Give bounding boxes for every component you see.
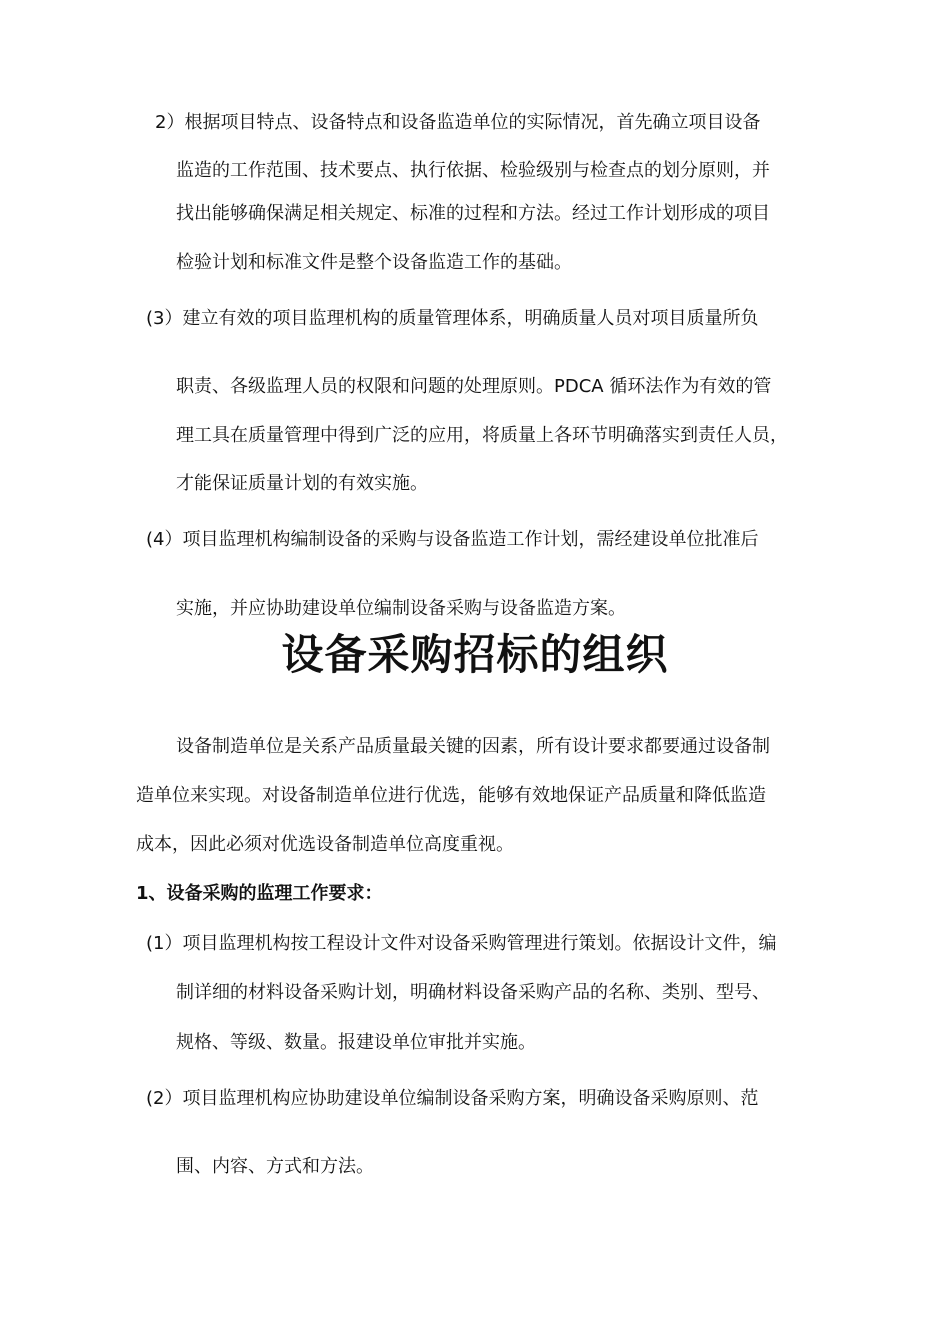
text-line: (1）项目监理机构按工程设计文件对设备采购管理进行策划。依据设计文件，编 bbox=[146, 933, 777, 954]
text-line: 理工具在质量管理中得到广泛的应用，将质量上各环节明确落实到责任人员， bbox=[176, 425, 788, 446]
text-line: 实施，并应协助建设单位编制设备采购与设备监造方案。 bbox=[176, 598, 626, 619]
text-line: 成本，因此必须对优选设备制造单位高度重视。 bbox=[136, 834, 514, 855]
section-title: 设备采购招标的组织 bbox=[281, 630, 669, 679]
text-line: 围、内容、方式和方法。 bbox=[176, 1156, 374, 1177]
text-line: 职责、各级监理人员的权限和问题的处理原则。PDCA 循环法作为有效的管 bbox=[176, 376, 772, 397]
text-line: (3）建立有效的项目监理机构的质量管理体系，明确质量人员对项目质量所负 bbox=[146, 308, 759, 329]
text-line: 监造的工作范围、技术要点、执行依据、检验级别与检查点的划分原则，并 bbox=[176, 160, 770, 181]
text-line: 才能保证质量计划的有效实施。 bbox=[176, 473, 428, 494]
text-line: 找出能够确保满足相关规定、标准的过程和方法。经过工作计划形成的项目 bbox=[176, 203, 770, 224]
text-line: 造单位来实现。对设备制造单位进行优选，能够有效地保证产品质量和降低监造 bbox=[136, 785, 766, 806]
text-line: 检验计划和标准文件是整个设备监造工作的基础。 bbox=[176, 252, 572, 273]
text-line: 设备制造单位是关系产品质量最关键的因素，所有设计要求都要通过设备制 bbox=[176, 736, 770, 757]
text-line: 制详细的材料设备采购计划，明确材料设备采购产品的名称、类别、型号、 bbox=[176, 982, 770, 1003]
text-line: (4）项目监理机构编制设备的采购与设备监造工作计划，需经建设单位批准后 bbox=[146, 529, 759, 550]
text-line: (2）项目监理机构应协助建设单位编制设备采购方案，明确设备采购原则、范 bbox=[146, 1088, 759, 1109]
text-line: 2）根据项目特点、设备特点和设备监造单位的实际情况，首先确立项目设备 bbox=[155, 112, 761, 133]
text-line: 规格、等级、数量。报建设单位审批并实施。 bbox=[176, 1032, 536, 1053]
subheading: 1、设备采购的监理工作要求： bbox=[136, 883, 383, 904]
